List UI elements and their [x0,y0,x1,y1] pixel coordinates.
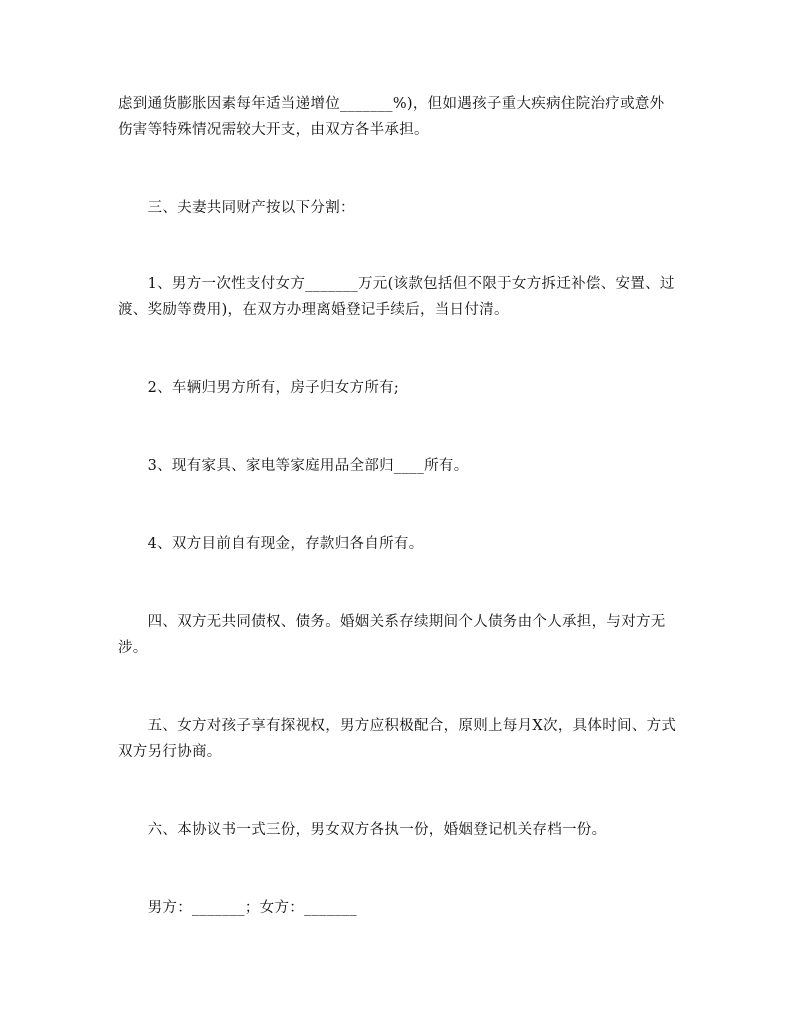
paragraph-property-division-heading: 三、夫妻共同财产按以下分割： [118,200,355,216]
paragraph-debts: 四、双方无共同债权、债务。婚姻关系存续期间个人债务由个人承担，与对方无涉。 [118,614,666,656]
paragraph-property-item-4: 4、双方目前自有现金，存款归各自所有。 [118,536,424,552]
paragraph-visitation-rights: 五、女方对孩子享有探视权，男方应积极配合，原则上每月X次，具体时间、方式双方另行协商。 [118,718,677,760]
signature-line: 男方：_______；女方：_______ [118,900,357,916]
paragraph-property-item-1: 1、男方一次性支付女方_______万元(该款包括但不限于女方拆迁补偿、安置、过渡、奖励等费用)，在双方办理离婚登记手续后，当日付清。 [118,276,675,318]
paragraph-property-item-2: 2、车辆归男方所有，房子归女方所有; [118,380,400,396]
paragraph-property-item-3: 3、现有家具、家电等家庭用品全部归____所有。 [118,458,469,474]
paragraph-child-support-continuation: 虑到通货膨胀因素每年适当递增位_______%)，但如遇孩子重大疾病住院治疗或意外伤害等特殊情况需较大开支，由双方各半承担。 [118,96,665,138]
paragraph-copies: 六、本协议书一式三份，男女双方各执一份，婚姻登记机关存档一份。 [118,822,607,838]
